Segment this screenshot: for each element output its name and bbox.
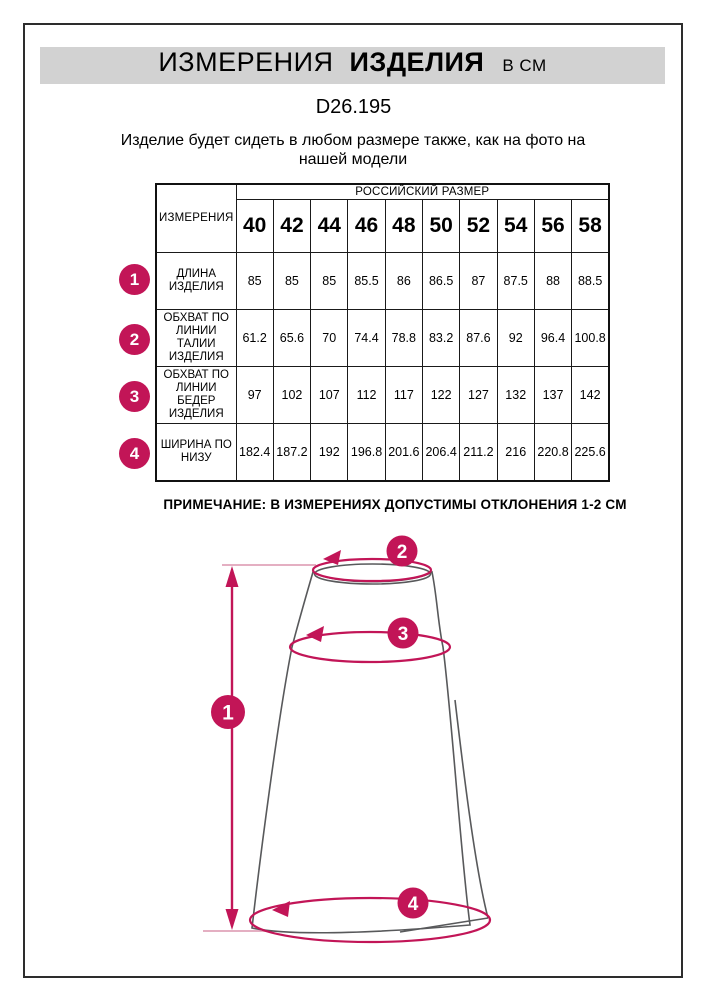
size-group-row — [156, 184, 609, 199]
diagram-marker-2 — [387, 536, 418, 567]
measurement-row — [156, 366, 609, 423]
measurement-value: 225.6 — [572, 423, 609, 481]
skirt-body — [252, 572, 470, 933]
row-marker-4: 4 — [119, 438, 150, 469]
size-table — [155, 183, 610, 482]
measurement-value: 102 — [273, 366, 310, 423]
measurement-value: 88 — [534, 252, 571, 309]
measurement-label: ДЛИНА ИЗДЕЛИЯ — [156, 252, 236, 309]
marker-label: 4 — [407, 893, 419, 915]
measurement-value: 182.4 — [236, 423, 273, 481]
measurement-value: 137 — [534, 366, 571, 423]
measurements-tbody — [156, 252, 609, 481]
measurement-value: 127 — [460, 366, 497, 423]
size-group-header: РОССИЙСКИЙ РАЗМЕР — [236, 184, 609, 199]
measurement-value: 211.2 — [460, 423, 497, 481]
title-word-measurements: ИЗМЕРЕНИЯ — [158, 47, 334, 77]
measurement-value: 216 — [497, 423, 534, 481]
measurement-value: 220.8 — [534, 423, 571, 481]
fit-description: Изделие будет сидеть в любом размере также, как на фото на нашей модели — [120, 132, 586, 168]
size-column-header: 52 — [460, 199, 497, 252]
measurement-value: 85.5 — [348, 252, 385, 309]
measurement-value: 85 — [236, 252, 273, 309]
measurement-value: 196.8 — [348, 423, 385, 481]
measurement-value: 65.6 — [273, 309, 310, 366]
measurement-value: 85 — [311, 252, 348, 309]
measurement-value: 192 — [311, 423, 348, 481]
measurement-value: 87.6 — [460, 309, 497, 366]
diagram-marker-4 — [398, 888, 429, 919]
skirt-outline — [252, 564, 488, 933]
measurement-value: 86 — [385, 252, 422, 309]
measurement-value: 88.5 — [572, 252, 609, 309]
measurement-row — [156, 252, 609, 309]
diagram-marker-1 — [211, 695, 245, 729]
measurement-value: 87 — [460, 252, 497, 309]
measurement-label: ШИРИНА ПО НИЗУ — [156, 423, 236, 481]
measurement-label: ОБХВАТ ПО ЛИНИИ БЕДЕР ИЗДЕЛИЯ — [156, 366, 236, 423]
measurement-value: 85 — [273, 252, 310, 309]
skirt-diagram — [180, 528, 520, 988]
measurement-value: 86.5 — [422, 252, 459, 309]
measurement-value: 83.2 — [422, 309, 459, 366]
size-column-header: 54 — [497, 199, 534, 252]
measurement-value: 70 — [311, 309, 348, 366]
size-column-header: 42 — [273, 199, 310, 252]
title-unit: В СМ — [502, 56, 547, 75]
measurement-value: 92 — [497, 309, 534, 366]
marker-label: 2 — [396, 541, 408, 563]
note-text: ПРИМЕЧАНИЕ: В ИЗМЕРЕНИЯХ ДОПУСТИМЫ ОТКЛОНЕНИЯ 1-2 СМ — [163, 497, 627, 512]
arrow-up-icon — [226, 566, 239, 587]
measurement-value: 78.8 — [385, 309, 422, 366]
corner-header: ИЗМЕРЕНИЯ — [156, 184, 236, 252]
measurement-value: 142 — [572, 366, 609, 423]
measurement-value: 107 — [311, 366, 348, 423]
row-marker-1: 1 — [119, 264, 150, 295]
measurement-row — [156, 309, 609, 366]
measurement-value: 96.4 — [534, 309, 571, 366]
measurement-value: 112 — [348, 366, 385, 423]
arrow-down-icon — [226, 909, 239, 930]
row-marker-2: 2 — [119, 324, 150, 355]
product-code: D26.195 — [315, 96, 392, 118]
measurement-row — [156, 423, 609, 481]
measurement-value: 117 — [385, 366, 422, 423]
measurement-value: 122 — [422, 366, 459, 423]
measurement-value: 87.5 — [497, 252, 534, 309]
size-column-header: 44 — [311, 199, 348, 252]
measurement-value: 61.2 — [236, 309, 273, 366]
size-column-header: 46 — [348, 199, 385, 252]
size-column-header: 58 — [572, 199, 609, 252]
row-marker-3: 3 — [119, 381, 150, 412]
measurement-label: ОБХВАТ ПО ЛИНИИ ТАЛИИ ИЗДЕЛИЯ — [156, 309, 236, 366]
marker-label: 1 — [222, 701, 234, 725]
size-column-header: 48 — [385, 199, 422, 252]
marker-label: 3 — [397, 623, 409, 645]
measurement-value: 97 — [236, 366, 273, 423]
size-column-header: 40 — [236, 199, 273, 252]
measurement-value: 201.6 — [385, 423, 422, 481]
title-band — [40, 47, 665, 84]
diagram-marker-3 — [388, 618, 419, 649]
size-column-header: 56 — [534, 199, 571, 252]
measurement-value: 187.2 — [273, 423, 310, 481]
title-word-product: ИЗДЕЛИЯ — [349, 47, 485, 77]
size-column-header: 50 — [422, 199, 459, 252]
length-arrow — [226, 566, 239, 930]
measurement-value: 132 — [497, 366, 534, 423]
measurement-value: 206.4 — [422, 423, 459, 481]
measurement-value: 74.4 — [348, 309, 385, 366]
measurement-value: 100.8 — [572, 309, 609, 366]
